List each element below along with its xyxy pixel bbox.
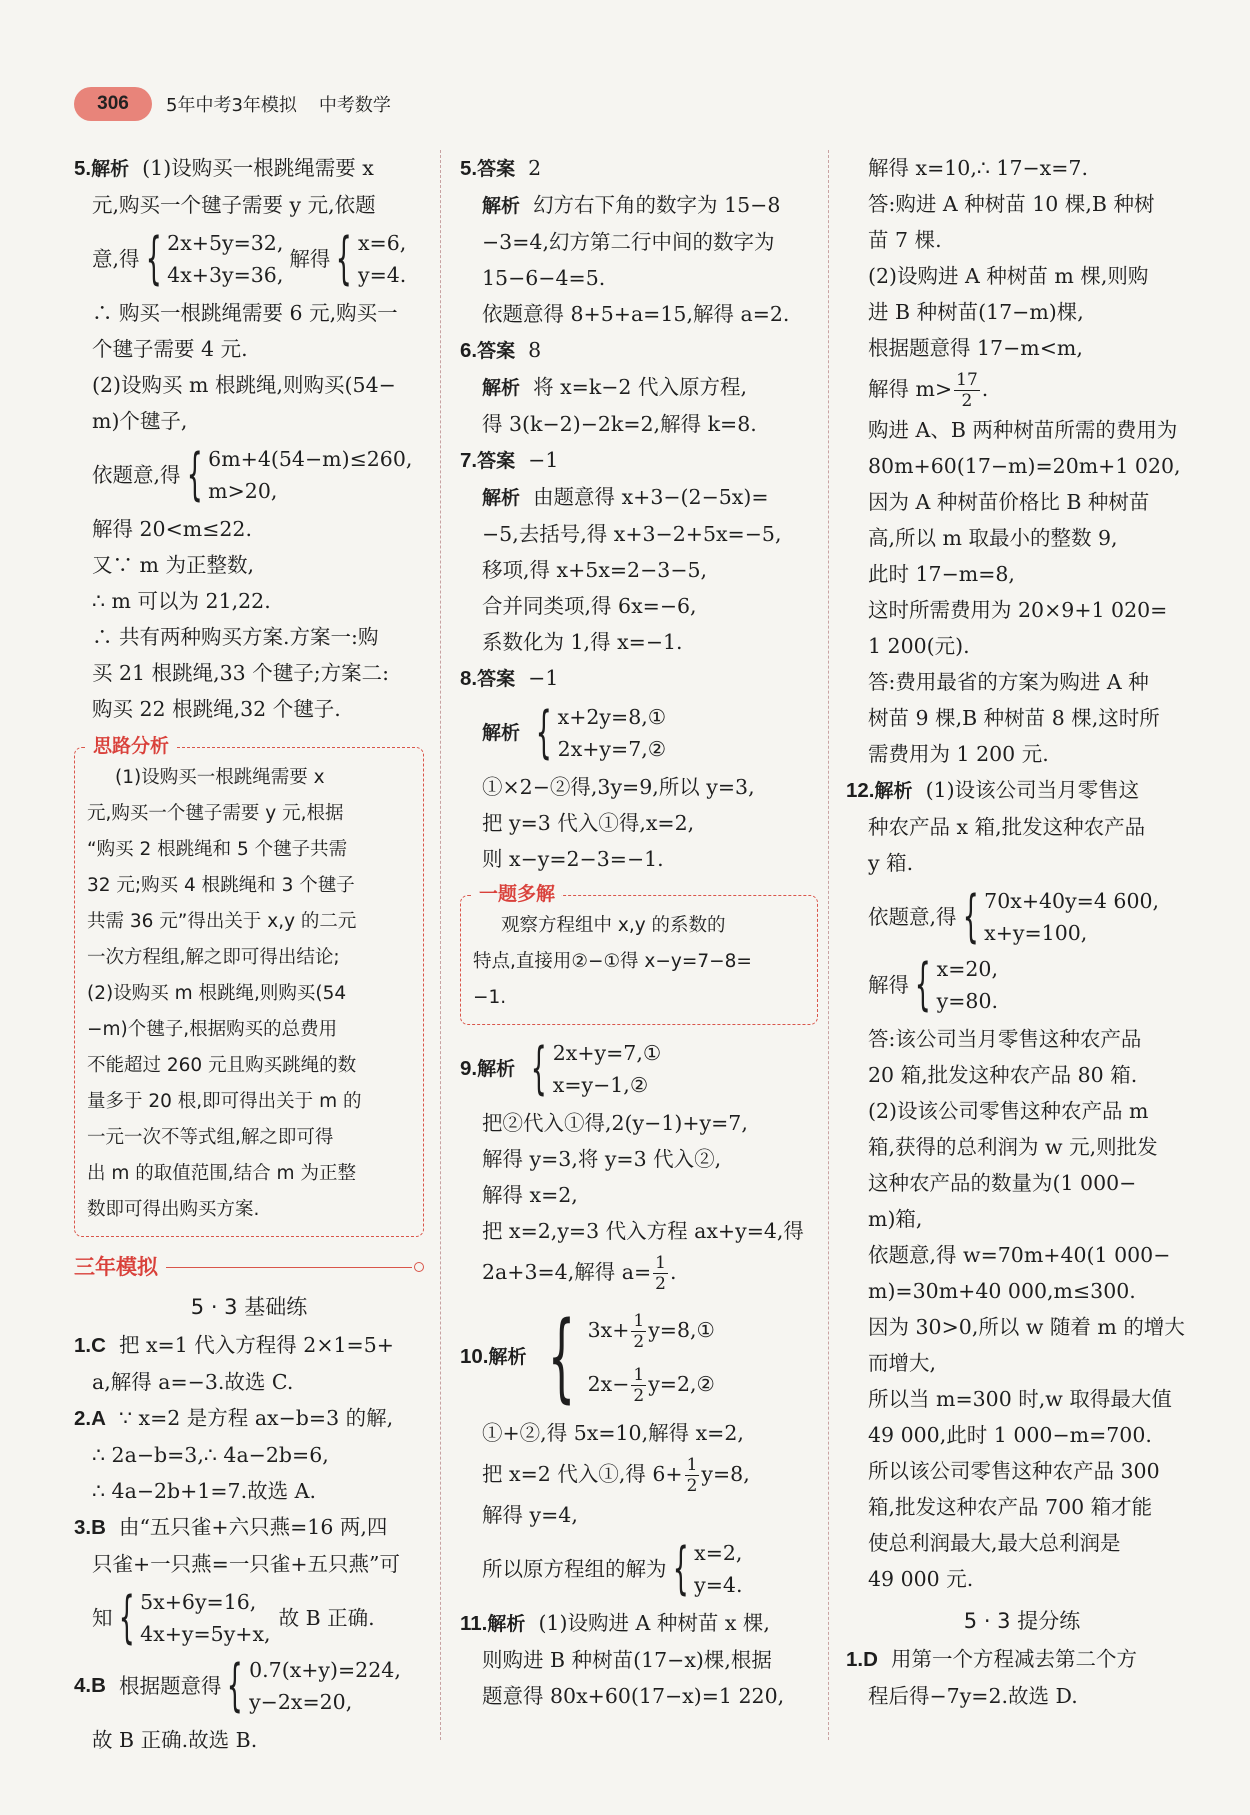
text-line: m)个毽子, — [92, 409, 188, 433]
answer-1: 1.C 把 x=1 代入方程得 2×1=5+ a,解得 a=−3.故选 C. — [74, 1333, 394, 1394]
answer-12: 12.解析 (1)设该公司当月零售这 种农产品 x 箱,批发这种农产品 y 箱. 依题意,得 { 70x+40y=4 600, x+y=100, 解得 { x=20, y=80. 答:该公司当月零售这种农产品 20 箱,批发这种农产品 80 箱. (2)设该公司零售这种农产品 m 箱,获得的总利润为 w 元,则批发 这种农产品的数量为(1 000− m)箱, 依题意,得 w=70m+40(1 000− m)=30m+40 000,m≤300. 因为 30>0,所以 w 随着 m 的增大 而增大, 所以当 m=300 时,w 取得最大值 49 000,此时 1 000−m=700. 所以该公司零售这种农产品 300 箱,批发这种农产品 700 箱才能 使总利润最大,最大总利润是 49 000 元. — [846, 772, 1198, 1597]
answer-2: 2.A ∵ x=2 是方程 ax−b=3 的解, ∴ 2a−b=3,∴ 4a−2b=6, ∴ 4a−2b+1=7.故选 A. — [74, 1406, 394, 1503]
book-title: 5年中考3年模拟 — [166, 95, 297, 116]
subsection-heading: 5 · 3 基础练 — [190, 1295, 308, 1319]
inequality-system: 依题意,得 { 6m+4(54−m)≤260, m>20, — [92, 442, 413, 507]
fraction: $\frac{1}{2}$ — [655, 1253, 666, 1294]
text-line: 购买 22 根跳绳,32 个毽子. — [92, 697, 341, 721]
answer-8: 8.答案 −1 解析 { x+2y=8,① 2x+y=7,② ①×2−②得,3y=9,所以 y=3, 把 y=3 代入①得,x=2, 则 x−y=2−3=−1. — [460, 660, 818, 877]
solution-system: 解得 { x=20, y=80. — [868, 952, 999, 1017]
answer-3: 3.B 由“五只雀+六只燕=16 两,四 只雀+一只燕=一只雀+五只燕”可 知 { 5x+6y=16, 4x+y=5y+x, 故 B 正确. — [74, 1509, 424, 1650]
box-title: 一题多解 — [473, 882, 561, 906]
solution-system: 所以原方程组的解为 { x=2, y=4. — [482, 1536, 743, 1601]
box-title: 思路分析 — [87, 734, 175, 758]
section-heading: 三年模拟 — [74, 1249, 424, 1285]
answer-7: 7.答案 −1 解析 由题意得 x+3−(2−5x)= −5,去括号,得 x+3−2+5x=−5, 移项,得 x+5x=2−3−5, 合并同类项,得 6x=−6, 系数化为 1,得 x=−1. — [460, 448, 782, 654]
equation-system: 知 { 5x+6y=16, 4x+y=5y+x, 故 B 正确. — [92, 1585, 375, 1650]
column-divider — [440, 150, 441, 1740]
column-right — [846, 150, 1198, 1714]
subject-label: 中考数学 — [318, 95, 391, 116]
text-line: (2)设购买 m 根跳绳,则购买(54− — [92, 373, 396, 397]
text-line: 买 21 根跳绳,33 个毽子;方案二: — [92, 661, 390, 685]
equation-system: 依题意,得 { 70x+40y=4 600, x+y=100, — [868, 884, 1160, 949]
text-line: (1)设购买一根跳绳需要 x — [142, 156, 374, 180]
equation-system: 9. 解析 { 2x+y=7,① x=y−1,② — [460, 1036, 662, 1101]
question-number: 5. — [74, 157, 92, 180]
text-line: 又∵ m 为正整数, — [92, 553, 254, 577]
multiple-solutions-box: 一题多解 观察方程组中 x,y 的系数的 特点,直接用②−①得 x−y=7−8= −1. — [460, 895, 818, 1025]
answer-5 — [74, 150, 424, 727]
text-line: 解得 20<m≤22. — [92, 517, 252, 541]
thinking-analysis-box: 思路分析 (1)设购买一根跳绳需要 x 元,购买一个毽子需要 y 元,根据 “购买 2 根跳绳和 5 个毽子共需 32 元;购买 4 根跳绳和 3 个毽子 共需 36 元”得出关于 x,y 的二元 一次方程组,解之即可得出结论; (2)设购买 m 根跳绳,则购买(54 −m)个毽子,根据购买的总费用 不能超过 260 元且购买跳绳的数 量多于 20 根,即可得出关于 m 的 一元一次不等式组,解之即可得 出 m 的取值范围,结合 m 为正整 数即可得出购买方案. — [74, 747, 424, 1237]
text-line: ∴ 共有两种购买方案.方案一:购 — [92, 625, 379, 649]
answer-6: 6.答案 8 解析 将 x=k−2 代入原方程, 得 3(k−2)−2k=2,解得 k=8. — [460, 338, 757, 436]
text-line: ∴ m 可以为 21,22. — [92, 589, 271, 613]
answer-4: 4.B 根据题意得 { 0.7(x+y)=224, y−2x=20, 故 B 正确.故选 B. — [74, 1654, 424, 1758]
page-number: 306 — [74, 87, 152, 121]
equation-system: 解析 { x+2y=8,① 2x+y=7,② — [482, 700, 667, 765]
answer-11-continued: 解得 x=10,∴ 17−x=7. 答:购进 A 种树苗 10 棵,B 种树 苗 7 棵. (2)设购进 A 种树苗 m 棵,则购 进 B 种树苗(17−m)棵, 根据题意得 17−m<m, 解得 m> $\frac{17}{2}$ . 购进 A、B 两种树苗所需的费用为 80m+60(17−m)=20m+1 020, 因为 A 种树苗价格比 B 种树苗 高,所以 m 取最小的整数 9, 此时 17−m=8, 这时所需费用为 20×9+1 020= 1 200(元). 答:费用最省的方案为购进 A 种 树苗 9 棵,B 种树苗 8 棵,这时所 需费用为 1 200 元. — [868, 156, 1181, 766]
text-line: 元,购买一个毽子需要 y 元,依题 — [92, 193, 376, 217]
page-header — [74, 86, 391, 122]
column-middle — [460, 150, 818, 1714]
tag-label: 解析 — [91, 158, 130, 180]
answer-1-advanced: 1.D 用第一个方程减去第二个方 程后得−7y=2.故选 D. — [846, 1647, 1137, 1708]
text-line: ∴ 购买一根跳绳需要 6 元,购买一 — [92, 301, 398, 325]
equation-system: 10. 解析 { 3x+ $\frac{1}{2}$ y=8,① 2x− $\frac{1}{2}$ y=2,② — [460, 1301, 715, 1413]
answer-10: 10. 解析 { 3x+ $\frac{1}{2}$ y=8,① 2x− $\frac{1}{2}$ y=2,② ①+②,得 5x=10,解得 x=2, 把 x=2 代入①,得 6+ $\frac{1}{2}$ y=8, 解得 y=4, 所以原方程组的解为 { x=2, y=4. — [460, 1303, 818, 1601]
subsection-heading: 5 · 3 提分练 — [963, 1609, 1081, 1633]
column-divider — [828, 150, 829, 1740]
answer-5b: 5.答案 2 解析 幻方右下角的数字为 15−8 −3=4,幻方第二行中间的数字为 15−6−4=5. 依题意得 8+5+a=15,解得 a=2. — [460, 156, 790, 326]
answer-11: 11.解析 (1)设购进 A 种树苗 x 棵, 则购进 B 种树苗(17−x)棵,根据 题意得 80x+60(17−x)=1 220, — [460, 1611, 785, 1708]
equation-system: 意,得 { 2x+5y=32, 4x+3y=36, 解得 { x=6, y=4. — [92, 226, 407, 291]
text-line: 个毽子需要 4 元. — [92, 337, 248, 361]
equation-system: 4.B 根据题意得 { 0.7(x+y)=224, y−2x=20, — [74, 1653, 401, 1718]
answer-9: 9. 解析 { 2x+y=7,① x=y−1,② 把②代入①得,2(y−1)+y=7, 解得 y=3,将 y=3 代入②, 解得 x=2, 把 x=2,y=3 代入方程 ax+y=4,得 2a+3=4,解得 a= $\frac{1}{2}$ . — [460, 1037, 818, 1295]
column-left — [74, 150, 424, 1758]
